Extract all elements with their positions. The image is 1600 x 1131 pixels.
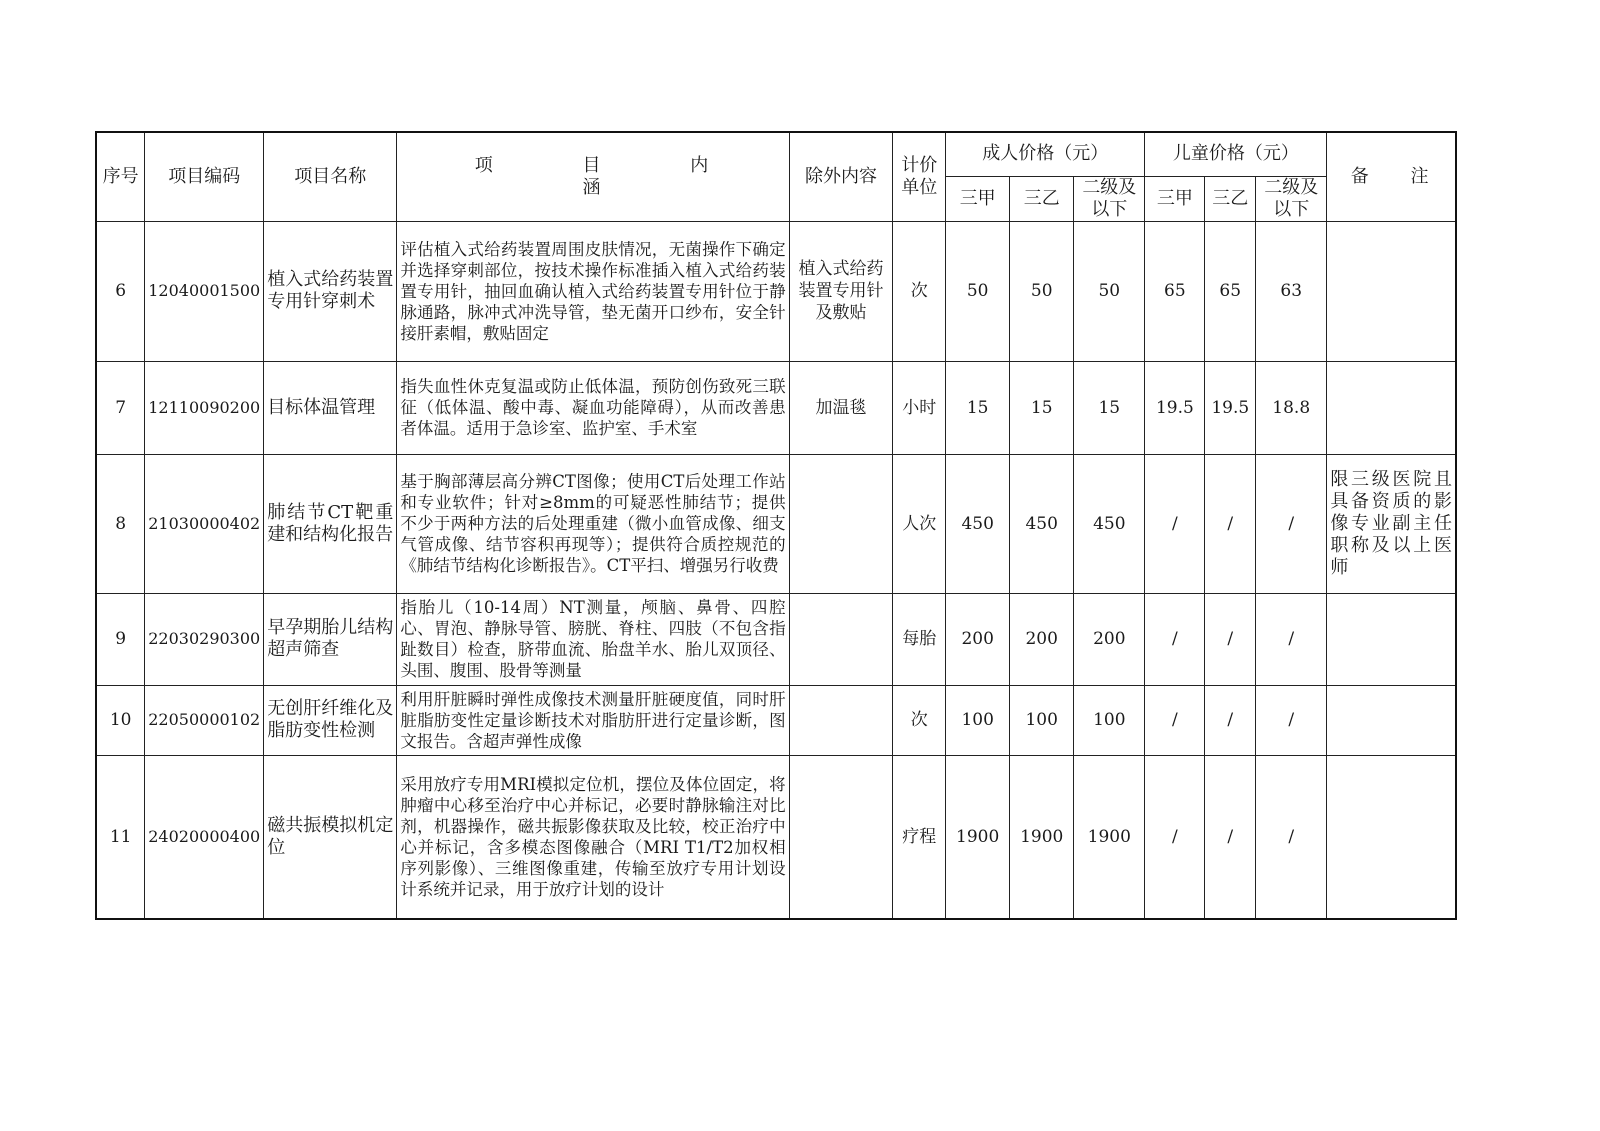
cell-child-price: 65 [1205,221,1256,361]
header-adult-col: 二级及以下 [1074,176,1145,221]
cell-adult-price: 15 [946,361,1010,454]
header-seq: 序号 [96,132,145,221]
cell-name: 早孕期胎儿结构超声筛查 [264,593,397,685]
cell-remark [1327,593,1456,685]
cell-content: 指胎儿（10-14周）NT测量，颅脑、鼻骨、四腔心、胃泡、静脉导管、膀胱、脊柱、四肢（不包含指趾数目）检查，脐带血流、胎盘羊水、胎儿双顶径、头围、腹围、股骨等测量 [397,593,789,685]
cell-name: 目标体温管理 [264,361,397,454]
header-adult-price: 成人价格（元） [946,132,1145,176]
header-code: 项目编码 [145,132,264,221]
header-content: 项 目 内 涵 [397,132,789,221]
cell-content: 评估植入式给药装置周围皮肤情况，无菌操作下确定并选择穿刺部位，按技术操作标准插入植入式给药装置专用针，抽回血确认植入式给药装置专用针位于静脉通路，脉冲式冲洗导管，垫无菌开口纱布，安全针接肝素帽，敷贴固定 [397,221,789,361]
cell-unit: 次 [893,685,946,755]
table-row [96,593,1456,685]
cell-unit: 次 [893,221,946,361]
price-table [95,131,1457,920]
cell-unit: 疗程 [893,755,946,919]
header-child-col: 三乙 [1205,176,1256,221]
cell-unit: 小时 [893,361,946,454]
cell-child-price: / [1205,454,1256,593]
table-row [96,361,1456,454]
cell-adult-price: 50 [1074,221,1145,361]
cell-name: 无创肝纤维化及脂肪变性检测 [264,685,397,755]
cell-adult-price: 200 [1010,593,1074,685]
cell-child-price: / [1256,454,1327,593]
cell-name: 磁共振模拟机定位 [264,755,397,919]
cell-adult-price: 1900 [1074,755,1145,919]
cell-code: 22030290300 [145,593,264,685]
cell-adult-price: 50 [946,221,1010,361]
cell-adult-price: 100 [946,685,1010,755]
cell-child-price: 65 [1145,221,1205,361]
table-row [96,454,1456,593]
header-exclude: 除外内容 [789,132,893,221]
cell-child-price: / [1205,755,1256,919]
cell-exclude [789,755,893,919]
cell-adult-price: 100 [1074,685,1145,755]
cell-unit: 人次 [893,454,946,593]
cell-child-price: / [1145,454,1205,593]
cell-remark: 限三级医院且具备资质的影像专业副主任职称及以上医师 [1327,454,1456,593]
cell-seq: 10 [96,685,145,755]
cell-adult-price: 1900 [1010,755,1074,919]
cell-content: 基于胸部薄层高分辨CT图像；使用CT后处理工作站和专业软件；针对≥8mm的可疑恶性肺结节；提供不少于两种方法的后处理重建（微小血管成像、细支气管成像、结节容积再现等）；提供符合质控规范的《肺结节结构化诊断报告》。CT平扫、增强另行收费 [397,454,789,593]
header-child-col: 三甲 [1145,176,1205,221]
cell-adult-price: 450 [1074,454,1145,593]
table-row [96,221,1456,361]
cell-adult-price: 450 [1010,454,1074,593]
cell-adult-price: 200 [1074,593,1145,685]
cell-exclude [789,685,893,755]
cell-child-price: 19.5 [1145,361,1205,454]
cell-content: 采用放疗专用MRI模拟定位机，摆位及体位固定，将肿瘤中心移至治疗中心并标记，必要时静脉输注对比剂，机器操作，磁共振影像获取及比较，校正治疗中心并标记，含多模态图像融合（MRI T1/T2加权相序列影像）、三维图像重建，传输至放疗专用计划设计系统并记录，用于放疗计划的设计 [397,755,789,919]
cell-adult-price: 15 [1074,361,1145,454]
cell-exclude: 植入式给药装置专用针及敷贴 [789,221,893,361]
cell-child-price: / [1256,593,1327,685]
cell-code: 22050000102 [145,685,264,755]
cell-adult-price: 200 [946,593,1010,685]
cell-child-price: / [1256,755,1327,919]
header-child-price: 儿童价格（元） [1145,132,1327,176]
header-adult-col: 三乙 [1010,176,1074,221]
cell-content: 利用肝脏瞬时弹性成像技术测量肝脏硬度值，同时肝脏脂肪变性定量诊断技术对脂肪肝进行定量诊断，图文报告。含超声弹性成像 [397,685,789,755]
cell-exclude [789,593,893,685]
cell-code: 12110090200 [145,361,264,454]
header-name: 项目名称 [264,132,397,221]
cell-exclude: 加温毯 [789,361,893,454]
header-remark: 备 注 [1327,132,1456,221]
cell-code: 12040001500 [145,221,264,361]
cell-remark [1327,221,1456,361]
cell-adult-price: 450 [946,454,1010,593]
cell-seq: 9 [96,593,145,685]
header-adult-col: 三甲 [946,176,1010,221]
cell-adult-price: 15 [1010,361,1074,454]
cell-child-price: / [1145,593,1205,685]
cell-child-price: / [1145,755,1205,919]
cell-adult-price: 50 [1010,221,1074,361]
cell-unit: 每胎 [893,593,946,685]
cell-seq: 11 [96,755,145,919]
cell-seq: 6 [96,221,145,361]
cell-remark [1327,685,1456,755]
cell-name: 肺结节CT靶重建和结构化报告 [264,454,397,593]
cell-adult-price: 1900 [946,755,1010,919]
header-unit: 计价单位 [893,132,946,221]
cell-child-price: / [1205,685,1256,755]
header-child-col: 二级及以下 [1256,176,1327,221]
cell-remark [1327,755,1456,919]
table-body [96,221,1456,919]
table-row [96,755,1456,919]
table-row [96,685,1456,755]
cell-seq: 8 [96,454,145,593]
cell-child-price: / [1145,685,1205,755]
cell-child-price: / [1205,593,1256,685]
cell-content: 指失血性休克复温或防止低体温，预防创伤致死三联征（低体温、酸中毒、凝血功能障碍），从而改善患者体温。适用于急诊室、监护室、手术室 [397,361,789,454]
header-row-1 [96,132,1456,176]
cell-code: 24020000400 [145,755,264,919]
cell-name: 植入式给药装置专用针穿刺术 [264,221,397,361]
cell-seq: 7 [96,361,145,454]
cell-child-price: 18.8 [1256,361,1327,454]
cell-child-price: 63 [1256,221,1327,361]
cell-adult-price: 100 [1010,685,1074,755]
cell-code: 21030000402 [145,454,264,593]
cell-exclude [789,454,893,593]
cell-child-price: 19.5 [1205,361,1256,454]
cell-remark [1327,361,1456,454]
cell-child-price: / [1256,685,1327,755]
